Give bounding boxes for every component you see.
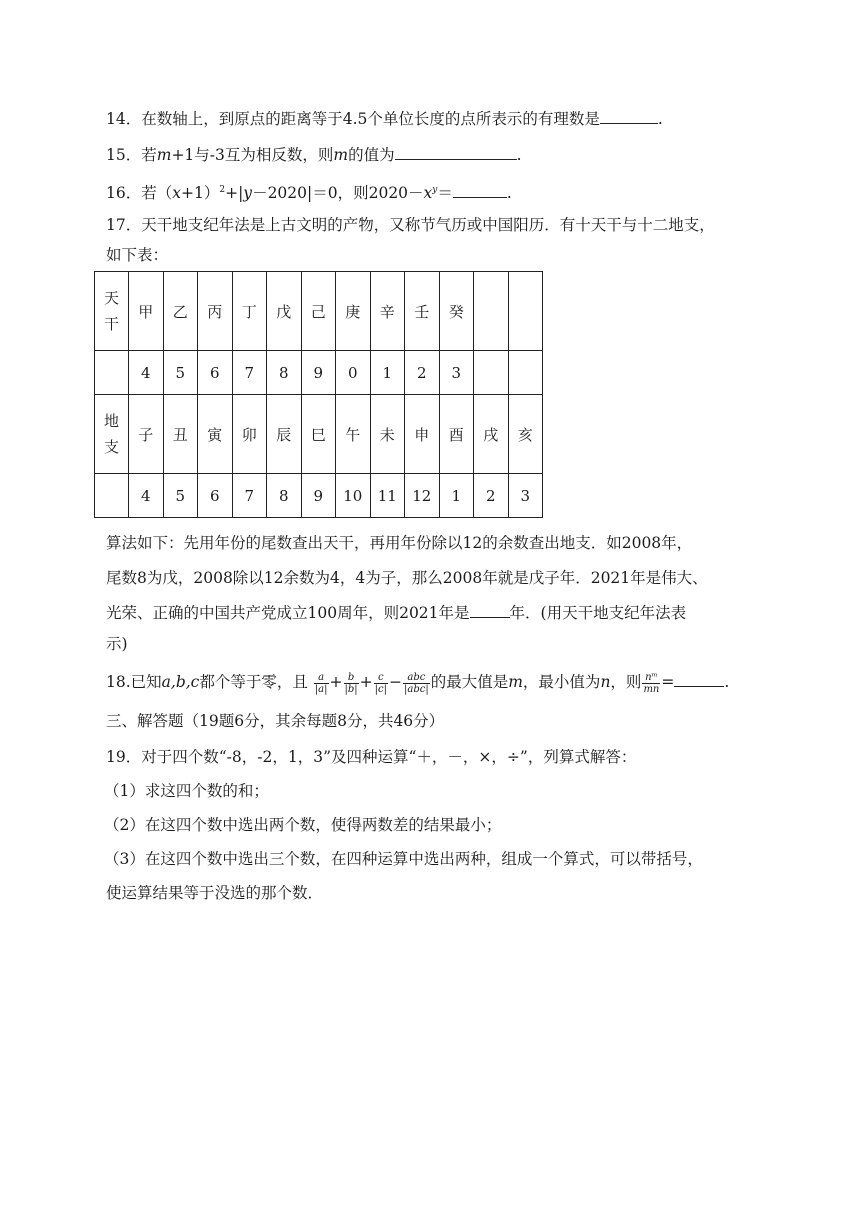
table-cell: 未 [370, 395, 405, 474]
table-cell: 7 [232, 474, 267, 518]
table-cell: 8 [267, 351, 302, 395]
table-cell [508, 351, 543, 395]
fraction-c: $\frac{c}{|c|}$ [374, 671, 387, 695]
table-row-dizhi-numbers [95, 474, 543, 518]
fraction-nm: $\frac{\text{nᵐ}}{mn}$ [643, 671, 660, 695]
table-cell: 6 [198, 474, 233, 518]
table-cell: 亥 [508, 395, 543, 474]
answer-blank [674, 672, 724, 687]
question-16: 16．若$(x+1)^2+|y-2020|=0$，则$2020-x^y=$ . [106, 184, 512, 203]
table-cell: 5 [163, 351, 198, 395]
table-cell: 辰 [267, 395, 302, 474]
table-cell: 6 [198, 351, 233, 395]
table-cell: 11 [370, 474, 405, 518]
table-cell: 申 [405, 395, 440, 474]
table-cell: 巳 [301, 395, 336, 474]
table-cell: 3 [508, 474, 543, 518]
question-14-text: 14．在数轴上，到原点的距离等于4.5个单位长度的点所表示的有理数是 [106, 110, 600, 128]
table-cell: 丁 [232, 272, 267, 351]
table-cell: 9 [301, 351, 336, 395]
table-cell: 4 [129, 474, 164, 518]
question-19-part3-line1: （3）在这四个数中选出三个数，在四种运算中选出两种，组成一个算式，可以带括号， [104, 850, 703, 868]
table-cell: 寅 [198, 395, 233, 474]
fraction-abc: $\frac{\text{abc}}{\text{|abc|}}$ [404, 671, 429, 695]
algorithm-line1: 算法如下：先用年份的尾数查出天干，再用年份除以12的余数查出地支．如2008年， [106, 534, 693, 552]
fraction-a: $\frac{a}{|a|}$ [314, 671, 328, 695]
table-cell: 甲 [129, 272, 164, 351]
table-cell: 丑 [163, 395, 198, 474]
table-cell: 2 [474, 474, 509, 518]
algorithm-line4: 示) [106, 635, 128, 653]
algorithm-line3: 光荣、正确的中国共产党成立100周年，则2021年是 年．(用天干地支纪年法表 [106, 604, 687, 622]
table-row-tiangan-numbers [95, 351, 543, 395]
table-cell [508, 272, 543, 351]
ganzhi-table [94, 271, 543, 518]
table-cell: 12 [405, 474, 440, 518]
table-cell: 戌 [474, 395, 509, 474]
answer-blank [470, 603, 510, 618]
table-cell [474, 351, 509, 395]
answer-blank [453, 183, 507, 198]
question-15: 15．若m+1与-3互为相反数，则m的值为 . [106, 146, 522, 164]
table-cell: 0 [336, 351, 371, 395]
table-row-tiangan [95, 272, 543, 351]
table-cell: 1 [439, 474, 474, 518]
question-18: 18.已知a,b,c都个等于零，且 $\frac{a}{|a|}$ + $\frac{b}{|b|}$ + $\frac{c}{|c|}$ − $\frac{\text{abc}}{\text{|abc|}}$ 的最大值是m，最小值为n，则 $\frac{\text{nᵐ}}{mn}$ = . [106, 671, 730, 695]
row-header-dizhi: 地 支 [95, 395, 129, 474]
table-cell: 卯 [232, 395, 267, 474]
table-cell: 辛 [370, 272, 405, 351]
table-cell: 10 [336, 474, 371, 518]
table-cell: 戊 [267, 272, 302, 351]
answer-blank [395, 145, 517, 160]
question-19: 19．对于四个数“-8，-2，1，3”及四种运算“＋，－，×，÷”，列算式解答： [106, 748, 637, 766]
table-cell: 子 [129, 395, 164, 474]
table-cell [474, 272, 509, 351]
table-cell: 庚 [336, 272, 371, 351]
question-19-part1: （1）求这四个数的和； [104, 782, 269, 800]
table-cell [95, 351, 129, 395]
row-header-tiangan: 天 干 [95, 272, 129, 351]
table-cell: 2 [405, 351, 440, 395]
table-row-dizhi [95, 395, 543, 474]
section-3-heading: 三、解答题（19题6分，其余每题8分，共46分） [106, 712, 445, 730]
table-cell: 9 [301, 474, 336, 518]
answer-blank [600, 109, 658, 124]
table-cell: 3 [439, 351, 474, 395]
table-cell: 1 [370, 351, 405, 395]
question-17-line1: 17．天干地支纪年法是上古文明的产物，又称节气历或中国阳历．有十天干与十二地支， [106, 216, 715, 234]
fraction-b: $\frac{b}{|b|}$ [344, 671, 358, 695]
question-14: 14．在数轴上，到原点的距离等于4.5个单位长度的点所表示的有理数是 . [106, 110, 663, 128]
table-cell [95, 474, 129, 518]
question-17-line2: 如下表： [106, 246, 169, 264]
table-cell: 午 [336, 395, 371, 474]
table-cell: 8 [267, 474, 302, 518]
question-19-part2: （2）在这四个数中选出两个数，使得两数差的结果最小； [104, 816, 502, 834]
table-cell: 癸 [439, 272, 474, 351]
table-cell: 酉 [439, 395, 474, 474]
table-cell: 乙 [163, 272, 198, 351]
table-cell: 7 [232, 351, 267, 395]
table-cell: 5 [163, 474, 198, 518]
table-cell: 4 [129, 351, 164, 395]
table-cell: 丙 [198, 272, 233, 351]
table-cell: 壬 [405, 272, 440, 351]
algorithm-line2: 尾数8为戊，2008除以12余数为4，4为子，那么2008年就是戊子年．2021年是伟大、 [106, 569, 708, 587]
table-cell: 己 [301, 272, 336, 351]
question-19-part3-line2: 使运算结果等于没选的那个数． [106, 884, 324, 902]
